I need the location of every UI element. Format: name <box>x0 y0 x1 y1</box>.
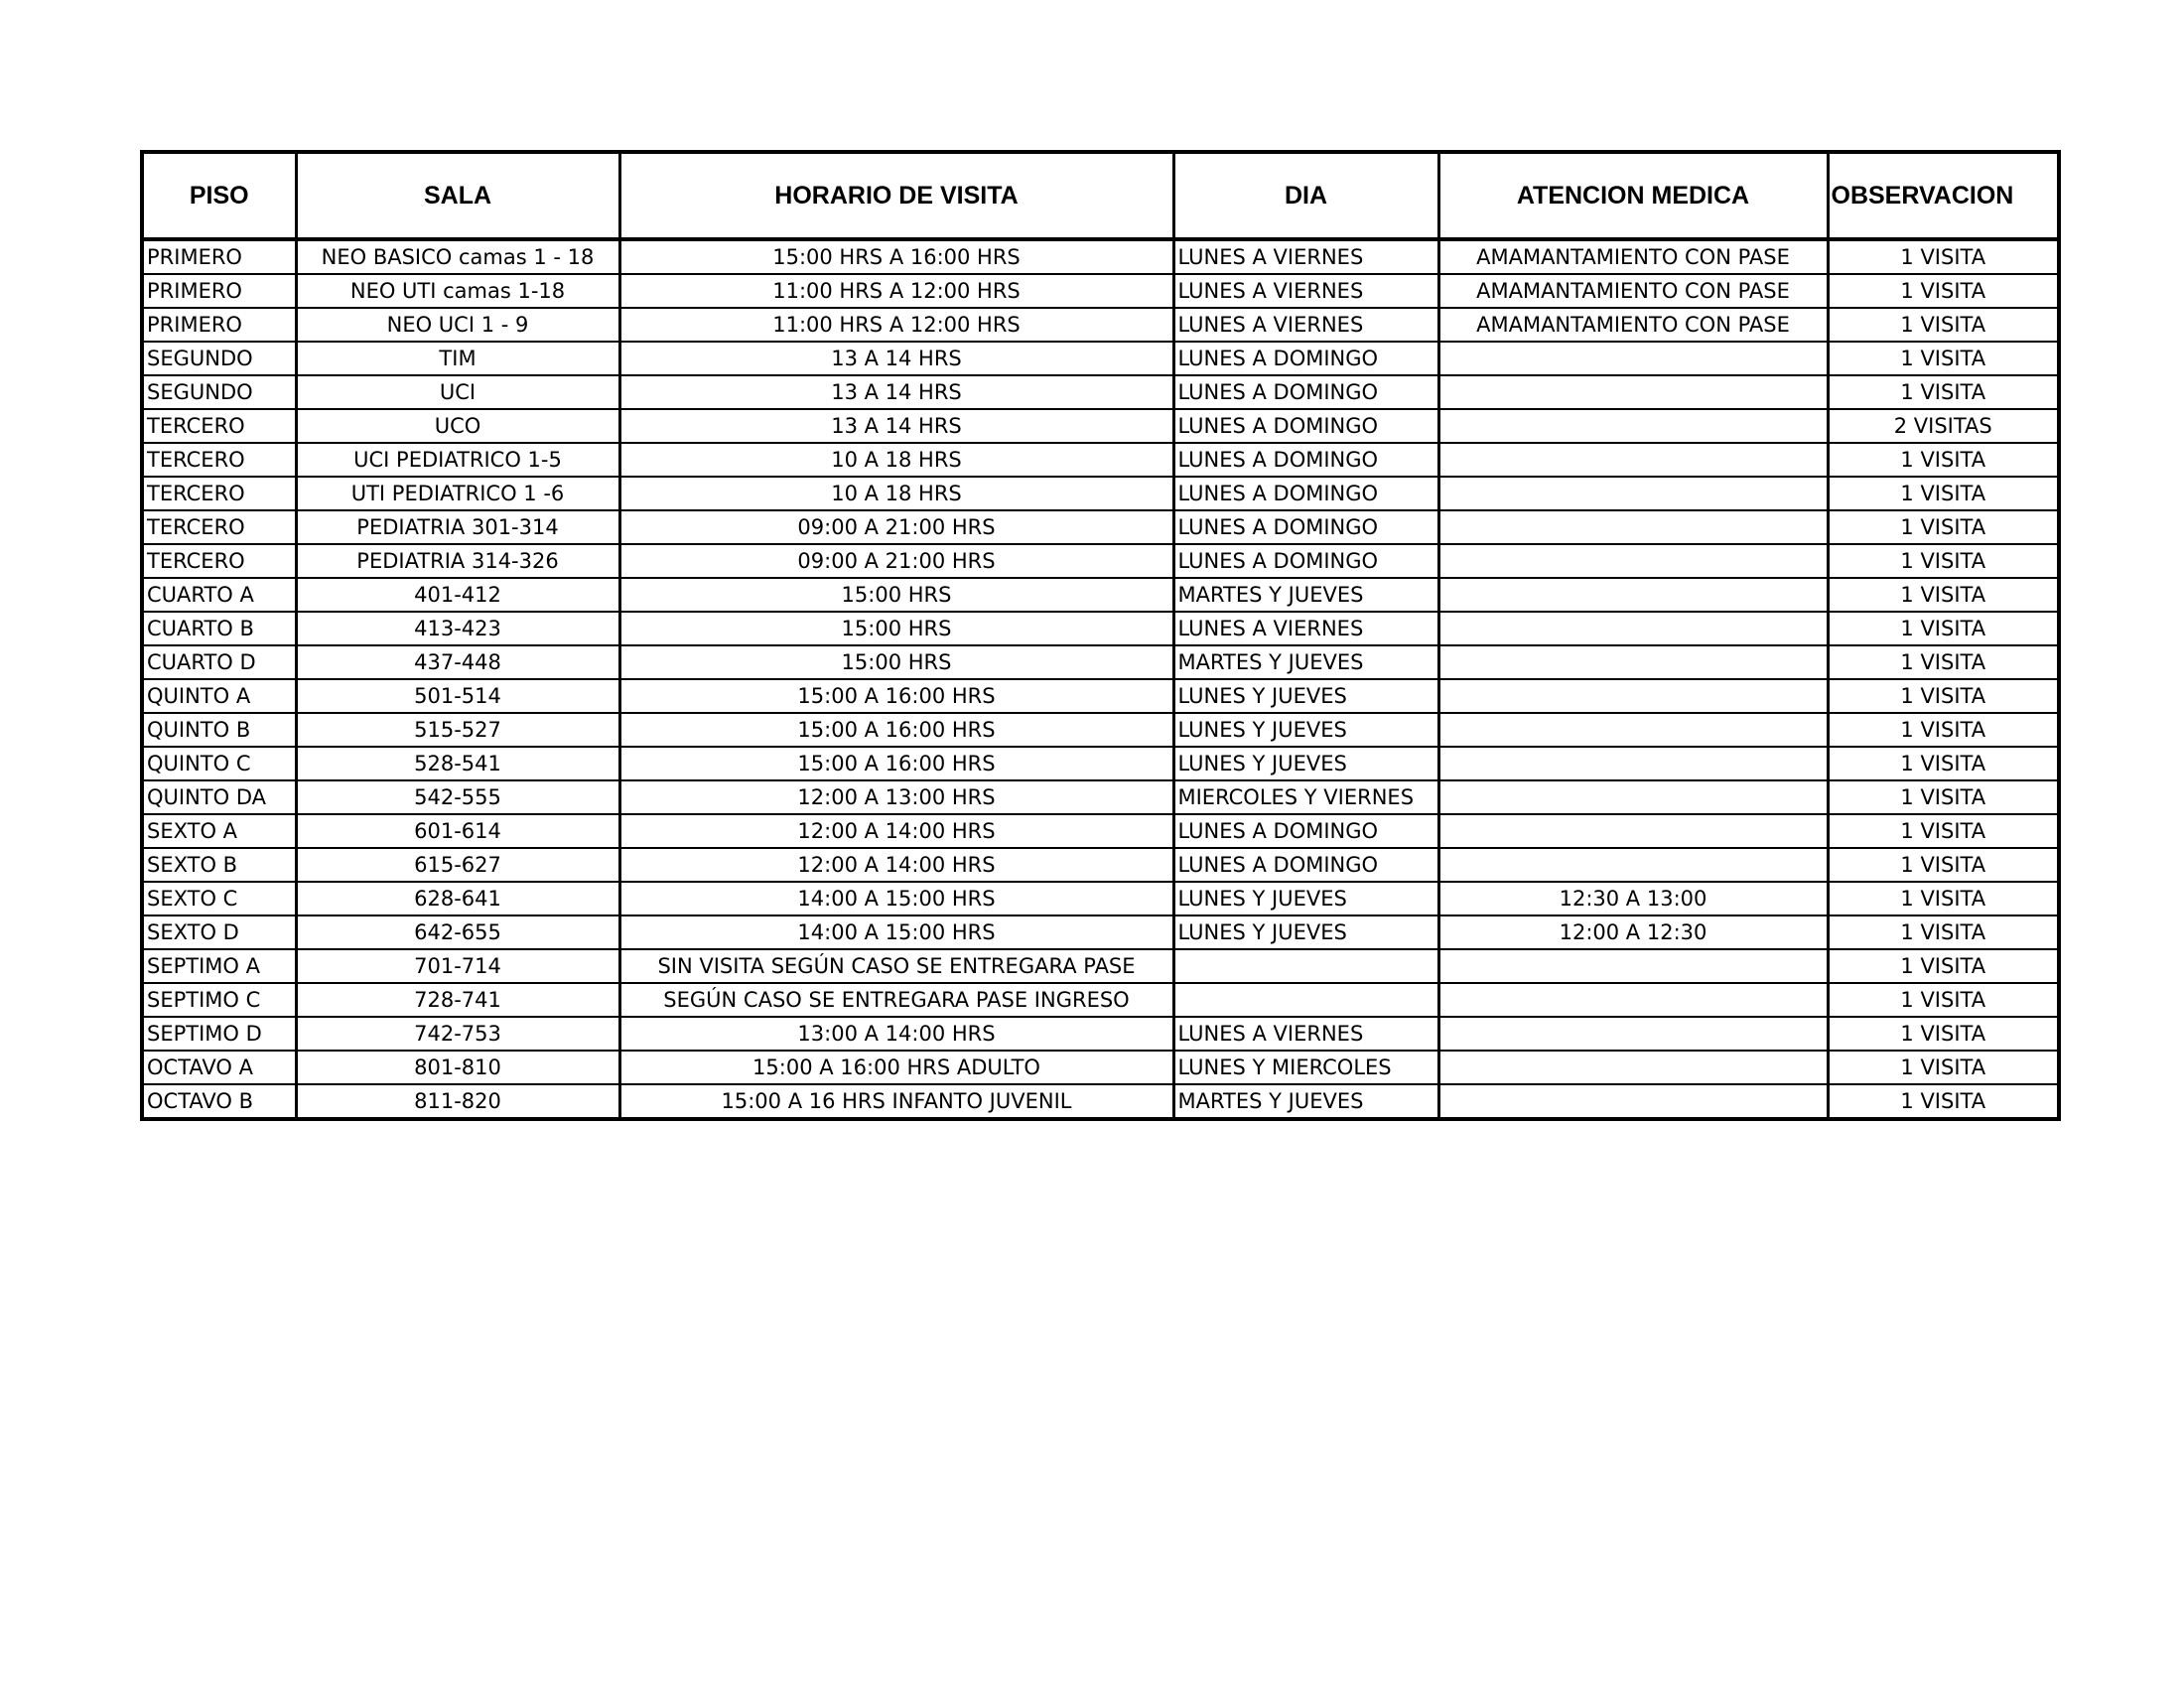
cell-sala: PEDIATRIA 301-314 <box>296 510 619 544</box>
cell-piso: QUINTO A <box>142 679 296 713</box>
cell-observacion: 2 VISITAS <box>1828 409 2059 443</box>
cell-horario: 11:00 HRS A 12:00 HRS <box>619 308 1173 342</box>
cell-atencion <box>1438 1051 1828 1084</box>
cell-atencion: 12:30 A 13:00 <box>1438 882 1828 915</box>
cell-horario: 15:00 A 16:00 HRS <box>619 713 1173 747</box>
cell-atencion <box>1438 612 1828 645</box>
cell-dia: LUNES A DOMINGO <box>1173 409 1438 443</box>
table-row <box>142 1084 2059 1119</box>
cell-atencion: AMAMANTAMIENTO CON PASE <box>1438 308 1828 342</box>
cell-observacion: 1 VISITA <box>1828 375 2059 409</box>
cell-horario: 15:00 HRS A 16:00 HRS <box>619 239 1173 274</box>
table-row <box>142 882 2059 915</box>
cell-horario: 15:00 A 16:00 HRS <box>619 679 1173 713</box>
table-row <box>142 645 2059 679</box>
cell-piso: QUINTO B <box>142 713 296 747</box>
cell-sala: 515-527 <box>296 713 619 747</box>
table-row <box>142 578 2059 612</box>
cell-atencion <box>1438 1084 1828 1119</box>
table-row <box>142 679 2059 713</box>
cell-sala: UCO <box>296 409 619 443</box>
cell-dia: LUNES A DOMINGO <box>1173 443 1438 477</box>
cell-observacion: 1 VISITA <box>1828 239 2059 274</box>
cell-piso: PRIMERO <box>142 274 296 308</box>
cell-atencion <box>1438 375 1828 409</box>
header-piso: PISO <box>142 152 296 239</box>
cell-dia: LUNES A DOMINGO <box>1173 848 1438 882</box>
cell-sala: PEDIATRIA 314-326 <box>296 544 619 578</box>
cell-piso: SEXTO C <box>142 882 296 915</box>
cell-observacion: 1 VISITA <box>1828 1017 2059 1051</box>
cell-dia: LUNES A VIERNES <box>1173 1017 1438 1051</box>
cell-horario: 13 A 14 HRS <box>619 409 1173 443</box>
cell-sala: 628-641 <box>296 882 619 915</box>
cell-observacion: 1 VISITA <box>1828 1051 2059 1084</box>
cell-observacion: 1 VISITA <box>1828 1084 2059 1119</box>
cell-sala: 701-714 <box>296 949 619 983</box>
cell-atencion <box>1438 848 1828 882</box>
table-row <box>142 443 2059 477</box>
cell-sala: 542-555 <box>296 780 619 814</box>
cell-atencion <box>1438 443 1828 477</box>
cell-horario: 10 A 18 HRS <box>619 477 1173 510</box>
cell-sala: TIM <box>296 342 619 375</box>
cell-atencion <box>1438 983 1828 1017</box>
cell-sala: 601-614 <box>296 814 619 848</box>
cell-atencion <box>1438 544 1828 578</box>
cell-sala: NEO UTI camas 1-18 <box>296 274 619 308</box>
cell-atencion <box>1438 713 1828 747</box>
table-row <box>142 814 2059 848</box>
cell-sala: 801-810 <box>296 1051 619 1084</box>
cell-dia: MARTES Y JUEVES <box>1173 578 1438 612</box>
cell-atencion <box>1438 679 1828 713</box>
cell-observacion: 1 VISITA <box>1828 747 2059 780</box>
cell-dia: LUNES A DOMINGO <box>1173 814 1438 848</box>
cell-dia: LUNES Y JUEVES <box>1173 747 1438 780</box>
cell-dia: LUNES A VIERNES <box>1173 274 1438 308</box>
cell-dia: LUNES A VIERNES <box>1173 612 1438 645</box>
cell-dia: LUNES A DOMINGO <box>1173 510 1438 544</box>
cell-piso: SEPTIMO A <box>142 949 296 983</box>
cell-horario: 10 A 18 HRS <box>619 443 1173 477</box>
cell-piso: SEGUNDO <box>142 342 296 375</box>
cell-dia: LUNES A DOMINGO <box>1173 342 1438 375</box>
cell-atencion <box>1438 814 1828 848</box>
header-row <box>142 152 2059 239</box>
cell-horario: 12:00 A 13:00 HRS <box>619 780 1173 814</box>
cell-observacion: 1 VISITA <box>1828 679 2059 713</box>
cell-observacion: 1 VISITA <box>1828 308 2059 342</box>
cell-horario: 15:00 HRS <box>619 578 1173 612</box>
cell-piso: TERCERO <box>142 544 296 578</box>
cell-atencion <box>1438 949 1828 983</box>
cell-sala: 501-514 <box>296 679 619 713</box>
table-row <box>142 544 2059 578</box>
cell-observacion: 1 VISITA <box>1828 814 2059 848</box>
cell-piso: TERCERO <box>142 409 296 443</box>
table-header <box>142 152 2059 239</box>
cell-sala: UTI PEDIATRICO 1 -6 <box>296 477 619 510</box>
cell-piso: SEGUNDO <box>142 375 296 409</box>
cell-atencion: AMAMANTAMIENTO CON PASE <box>1438 274 1828 308</box>
cell-dia: LUNES A DOMINGO <box>1173 544 1438 578</box>
cell-sala: 437-448 <box>296 645 619 679</box>
cell-dia: LUNES Y MIERCOLES <box>1173 1051 1438 1084</box>
cell-horario: 14:00 A 15:00 HRS <box>619 882 1173 915</box>
cell-horario: 13 A 14 HRS <box>619 375 1173 409</box>
table-row <box>142 713 2059 747</box>
cell-observacion: 1 VISITA <box>1828 848 2059 882</box>
cell-atencion <box>1438 747 1828 780</box>
cell-observacion: 1 VISITA <box>1828 342 2059 375</box>
cell-atencion <box>1438 477 1828 510</box>
cell-piso: OCTAVO B <box>142 1084 296 1119</box>
cell-piso: OCTAVO A <box>142 1051 296 1084</box>
cell-sala: 742-753 <box>296 1017 619 1051</box>
cell-observacion: 1 VISITA <box>1828 983 2059 1017</box>
table-row <box>142 612 2059 645</box>
cell-sala: UCI <box>296 375 619 409</box>
cell-dia: LUNES Y JUEVES <box>1173 713 1438 747</box>
cell-sala: UCI PEDIATRICO 1-5 <box>296 443 619 477</box>
cell-horario: 11:00 HRS A 12:00 HRS <box>619 274 1173 308</box>
table-row <box>142 1051 2059 1084</box>
cell-atencion: 12:00 A 12:30 <box>1438 915 1828 949</box>
cell-observacion: 1 VISITA <box>1828 645 2059 679</box>
cell-dia: LUNES A VIERNES <box>1173 308 1438 342</box>
cell-horario: 09:00 A 21:00 HRS <box>619 510 1173 544</box>
cell-observacion: 1 VISITA <box>1828 544 2059 578</box>
cell-sala: 811-820 <box>296 1084 619 1119</box>
cell-piso: SEPTIMO C <box>142 983 296 1017</box>
cell-dia: LUNES A VIERNES <box>1173 239 1438 274</box>
cell-horario: 13:00 A 14:00 HRS <box>619 1017 1173 1051</box>
cell-piso: TERCERO <box>142 510 296 544</box>
cell-piso: SEPTIMO D <box>142 1017 296 1051</box>
table-row <box>142 949 2059 983</box>
header-dia: DIA <box>1173 152 1438 239</box>
cell-piso: TERCERO <box>142 477 296 510</box>
cell-atencion <box>1438 780 1828 814</box>
cell-horario: 12:00 A 14:00 HRS <box>619 814 1173 848</box>
cell-sala: NEO BASICO camas 1 - 18 <box>296 239 619 274</box>
cell-dia: LUNES Y JUEVES <box>1173 882 1438 915</box>
cell-observacion: 1 VISITA <box>1828 477 2059 510</box>
cell-piso: CUARTO B <box>142 612 296 645</box>
cell-horario: 13 A 14 HRS <box>619 342 1173 375</box>
table-row <box>142 848 2059 882</box>
cell-horario: 15:00 A 16:00 HRS <box>619 747 1173 780</box>
cell-dia: LUNES Y JUEVES <box>1173 915 1438 949</box>
table-body <box>142 239 2059 1119</box>
cell-piso: PRIMERO <box>142 308 296 342</box>
cell-dia: LUNES A DOMINGO <box>1173 375 1438 409</box>
cell-sala: 615-627 <box>296 848 619 882</box>
table-row <box>142 1017 2059 1051</box>
cell-observacion: 1 VISITA <box>1828 780 2059 814</box>
cell-observacion: 1 VISITA <box>1828 443 2059 477</box>
cell-sala: 401-412 <box>296 578 619 612</box>
cell-piso: QUINTO DA <box>142 780 296 814</box>
cell-observacion: 1 VISITA <box>1828 915 2059 949</box>
cell-observacion: 1 VISITA <box>1828 713 2059 747</box>
cell-observacion: 1 VISITA <box>1828 612 2059 645</box>
table-row <box>142 239 2059 274</box>
table-row <box>142 342 2059 375</box>
cell-piso: TERCERO <box>142 443 296 477</box>
header-atencion: ATENCION MEDICA <box>1438 152 1828 239</box>
cell-horario: 15:00 A 16:00 HRS ADULTO <box>619 1051 1173 1084</box>
table-row <box>142 477 2059 510</box>
cell-dia: MIERCOLES Y VIERNES <box>1173 780 1438 814</box>
cell-sala: NEO UCI 1 - 9 <box>296 308 619 342</box>
cell-observacion: 1 VISITA <box>1828 274 2059 308</box>
cell-horario: SEGÚN CASO SE ENTREGARA PASE INGRESO <box>619 983 1173 1017</box>
table-row <box>142 274 2059 308</box>
cell-sala: 413-423 <box>296 612 619 645</box>
cell-piso: SEXTO A <box>142 814 296 848</box>
cell-atencion <box>1438 409 1828 443</box>
cell-observacion: 1 VISITA <box>1828 510 2059 544</box>
table-row <box>142 409 2059 443</box>
cell-sala: 728-741 <box>296 983 619 1017</box>
cell-sala: 528-541 <box>296 747 619 780</box>
cell-dia: MARTES Y JUEVES <box>1173 1084 1438 1119</box>
cell-observacion: 1 VISITA <box>1828 949 2059 983</box>
cell-piso: PRIMERO <box>142 239 296 274</box>
cell-atencion <box>1438 1017 1828 1051</box>
cell-dia <box>1173 949 1438 983</box>
cell-piso: SEXTO B <box>142 848 296 882</box>
cell-horario: 09:00 A 21:00 HRS <box>619 544 1173 578</box>
cell-horario: 15:00 HRS <box>619 645 1173 679</box>
cell-atencion <box>1438 645 1828 679</box>
cell-dia: MARTES Y JUEVES <box>1173 645 1438 679</box>
cell-observacion: 1 VISITA <box>1828 882 2059 915</box>
table-row <box>142 983 2059 1017</box>
cell-observacion: 1 VISITA <box>1828 578 2059 612</box>
cell-piso: SEXTO D <box>142 915 296 949</box>
cell-horario: 14:00 A 15:00 HRS <box>619 915 1173 949</box>
cell-dia <box>1173 983 1438 1017</box>
cell-dia: LUNES Y JUEVES <box>1173 679 1438 713</box>
visiting-hours-table <box>140 150 2061 1121</box>
cell-piso: CUARTO A <box>142 578 296 612</box>
table-row <box>142 375 2059 409</box>
table-row <box>142 510 2059 544</box>
cell-horario: 15:00 HRS <box>619 612 1173 645</box>
header-horario: HORARIO DE VISITA <box>619 152 1173 239</box>
cell-atencion: AMAMANTAMIENTO CON PASE <box>1438 239 1828 274</box>
cell-horario: 15:00 A 16 HRS INFANTO JUVENIL <box>619 1084 1173 1119</box>
cell-horario: 12:00 A 14:00 HRS <box>619 848 1173 882</box>
header-observacion: OBSERVACION <box>1828 152 2059 239</box>
cell-atencion <box>1438 342 1828 375</box>
cell-sala: 642-655 <box>296 915 619 949</box>
cell-dia: LUNES A DOMINGO <box>1173 477 1438 510</box>
cell-horario: SIN VISITA SEGÚN CASO SE ENTREGARA PASE <box>619 949 1173 983</box>
cell-piso: CUARTO D <box>142 645 296 679</box>
header-sala: SALA <box>296 152 619 239</box>
cell-atencion <box>1438 510 1828 544</box>
cell-atencion <box>1438 578 1828 612</box>
table-row <box>142 308 2059 342</box>
table-row <box>142 747 2059 780</box>
cell-piso: QUINTO C <box>142 747 296 780</box>
table-row <box>142 780 2059 814</box>
table-row <box>142 915 2059 949</box>
